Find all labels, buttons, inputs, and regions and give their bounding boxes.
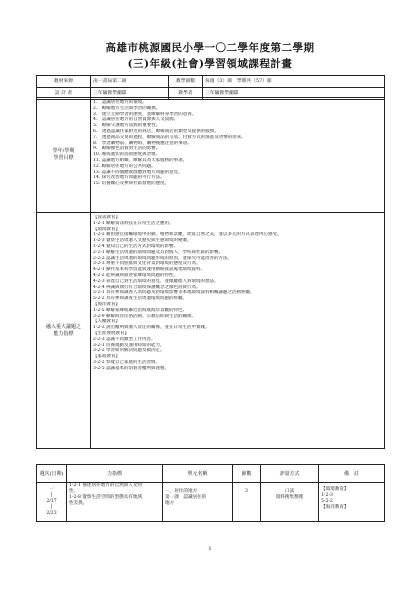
goal-item: 7. 透過商品交易的過程，瞭解商品的交易、付費方式的演進及貨幣的由來。 — [93, 134, 246, 140]
remarks-cell — [319, 483, 385, 522]
integration-line: 3-2-2 察覺自己家庭的生活習慣。 — [93, 359, 161, 365]
integration-line: 3-2-9 瞭解海洋民俗活動、宗教信仰與生活的關係。 — [93, 313, 197, 319]
week-sep: │ — [50, 493, 53, 498]
remarks-line: 【環境教育】 — [321, 487, 349, 492]
goal-item: 5. 瞭解守護地方資源的重要性。 — [93, 123, 161, 129]
page-number: 1 — [208, 546, 212, 552]
integration-line: 3-2-2 學習如何解決問題及做決定。 — [93, 348, 165, 354]
goals-list — [93, 100, 382, 187]
indicator-line: 性差異。 — [69, 501, 88, 506]
goal-item: 14. 探究改善地方問題的可行方法。 — [93, 175, 165, 181]
week-index: 一 — [49, 487, 54, 492]
assessment-line: 口試 — [284, 489, 295, 494]
integration-line: 1-2-2 藉由感官接觸環境中的動、植物和景觀，欣賞自然之美，並以多元的方式表達內心感受。 — [93, 232, 282, 238]
assessment-cell — [261, 483, 319, 522]
goals-label-line1: 學年/學期 — [52, 148, 75, 154]
assessment-line: 資料搜集整理 — [275, 495, 304, 500]
week-sep: │ — [50, 505, 53, 510]
header-row-1 — [37, 76, 385, 88]
unit-line: 地方 — [165, 501, 175, 506]
integration-line: 【海洋教育】 — [93, 301, 120, 307]
teacher-value: 三年級教學團隊 — [203, 88, 385, 100]
periods-label: 教學節數 — [169, 76, 203, 88]
header-indicator: 力指標 — [67, 465, 163, 483]
goals-label-cell — [37, 98, 91, 213]
goals-label-line2: 學習目標 — [53, 155, 74, 161]
week-end: 2/23 — [46, 511, 57, 516]
integration-line: 4-2-1 操作基本科學技能與運用網路資訊蒐集環境資料。 — [93, 267, 206, 273]
integration-line: 1-2-1 瞭解資訊科技在日常生活之應用。 — [93, 220, 174, 226]
week-start: 2/17 — [46, 499, 57, 504]
integration-line: 2-2-2 認識生活周遭的環境問題形成的原因，並探究可能改善的方法。 — [93, 255, 233, 261]
periods-cell: 3 — [233, 483, 261, 522]
remarks-line: 1-2-3 — [321, 493, 333, 498]
integration-line: 1-2-5 瞭解家鄉或鄰近沿海或海岸景觀的特色。 — [93, 307, 188, 313]
integration-line: 2-2-3 認識不同類型工作內容。 — [93, 336, 156, 342]
designer-label: 設 計 者 — [37, 88, 91, 100]
goals-row — [37, 98, 385, 213]
goals-cell — [91, 98, 385, 213]
goal-item: 9. 瞭解綠色消費對生活的影響。 — [93, 146, 161, 152]
header-week: 週次(日期) — [37, 465, 67, 483]
integration-line: 【資訊教育】 — [93, 215, 120, 220]
integration-line: 【家政教育】 — [93, 354, 120, 360]
header-assessment: 評量方式 — [261, 465, 319, 483]
header-unit: 單元名稱 — [163, 465, 233, 483]
integration-line: 【人權教育】 — [93, 319, 120, 325]
indicator-line: 性。 — [69, 489, 79, 494]
goal-item: 12. 瞭解居住地方的公共問題。 — [93, 163, 156, 169]
unit-line: 一、居住的地方 — [165, 489, 198, 494]
integration-list — [93, 215, 382, 372]
integration-line: 2-2-1 瞭解生活周遭的環境問題及其對個人、學校與社區的影響。 — [93, 249, 224, 255]
integration-label-line2: 能力指標 — [53, 330, 74, 337]
goal-item: 10. 養成適切的消費態度與習慣。 — [93, 152, 161, 158]
document-title: 高雄市桃源國民小學一〇二學年度第二學期 — [105, 42, 315, 54]
header-remarks: 備 註 — [319, 465, 385, 483]
unit-line: 第一課 認識居住的 — [165, 495, 207, 500]
integration-cell — [91, 213, 385, 449]
goal-item: 13. 認識不同個體或群體對地方問題的意見。 — [93, 169, 183, 175]
integration-line: 5-2-1 具有參與調查人為問題及對環境影響等本地環境資料相關議題之活動經驗。 — [93, 290, 255, 296]
goal-item: 11. 認識地方組織，瞭解其為大家服務的事項。 — [93, 157, 188, 163]
integration-line: 1-2-3 覺察生活周遭人文歷史與生態環境的變遷。 — [93, 238, 192, 244]
textbook-value: 南一書局第二冊 — [91, 76, 169, 88]
remarks-line: 5-2-2 — [321, 499, 333, 504]
integration-line: 1-2-3 說出權利與個人責任的關係，並在日常生活中實踐。 — [93, 325, 210, 331]
schedule-header-row — [37, 465, 385, 483]
unit-cell — [163, 483, 233, 522]
integration-line: 4-2-4 辨識與執行符合環境保護概念之綠色消費行為。 — [93, 284, 201, 290]
goal-item: 1. 認識居住地方的環境。 — [93, 100, 147, 105]
remarks-line: 【海洋教育】 — [321, 505, 349, 510]
integration-line: 3-2-3 尊重不同族群與文化背景對環境的態度及行為。 — [93, 261, 201, 267]
indicator-cell — [67, 483, 163, 522]
teacher-label: 教學者 — [169, 88, 203, 100]
goal-item: 2. 瞭解地方生活與學習的關係。 — [93, 105, 161, 111]
integration-line: 【環境教育】 — [93, 226, 120, 232]
integration-label-cell — [37, 213, 91, 449]
goal-item: 8. 學習購物前、購物時、購物後應注意的事項。 — [93, 140, 192, 146]
integration-line: 3-2-5 認識基本的消費者權利與義務。 — [93, 365, 170, 371]
indicator-line: 1-2-1 描述居住地方的自然與人文特 — [69, 483, 143, 488]
goal-item: 15. 培養關心及參與社區發展的態度。 — [93, 181, 170, 187]
document-subtitle: (三)年級(社會)學習領域課程計畫 — [127, 58, 293, 70]
header-periods: 節數 — [233, 465, 261, 483]
integration-line: 【生涯發展教育】 — [93, 330, 129, 336]
goal-item: 4. 認識居住地方的自然資源與人文資源。 — [93, 117, 179, 123]
goal-item: 3. 建立主動學習的態度，並瞭解終身學習的意義。 — [93, 111, 197, 117]
integration-line: 4-2-3 表達自己對生活環境的意見，並傾聽他人對環境的想法。 — [93, 278, 219, 284]
textbook-label: 教材來源 — [37, 76, 91, 88]
designer-value: 三年級教學團隊 — [91, 88, 169, 100]
integration-line: 3-2-1 培養規劃及運用時間的能力。 — [93, 342, 165, 348]
indicator-line: 1-2-8 覺察生活空間的型態具有地域 — [69, 495, 143, 500]
week-cell — [37, 483, 67, 522]
integration-label-line1: 融入重大議題之 — [45, 323, 81, 330]
integration-row — [37, 213, 385, 449]
goal-item: 6. 透過認識住家附近的商店，瞭解商店的類型及提供的服務。 — [93, 128, 219, 134]
integration-line: 5-2-2 具有參與調查生活周遭環境問題的經驗。 — [93, 296, 188, 302]
schedule-table — [36, 464, 385, 522]
integration-line: 1-2-4 覺知自己的生活方式對環境的影響。 — [93, 243, 179, 249]
schedule-row — [37, 483, 385, 522]
plan-table — [36, 97, 385, 449]
periods-value: 每週（3）節 學期共（57）節 — [203, 76, 385, 88]
integration-line: 4-2-2 能辨識與描述家鄉環境問題的特性。 — [93, 272, 179, 278]
